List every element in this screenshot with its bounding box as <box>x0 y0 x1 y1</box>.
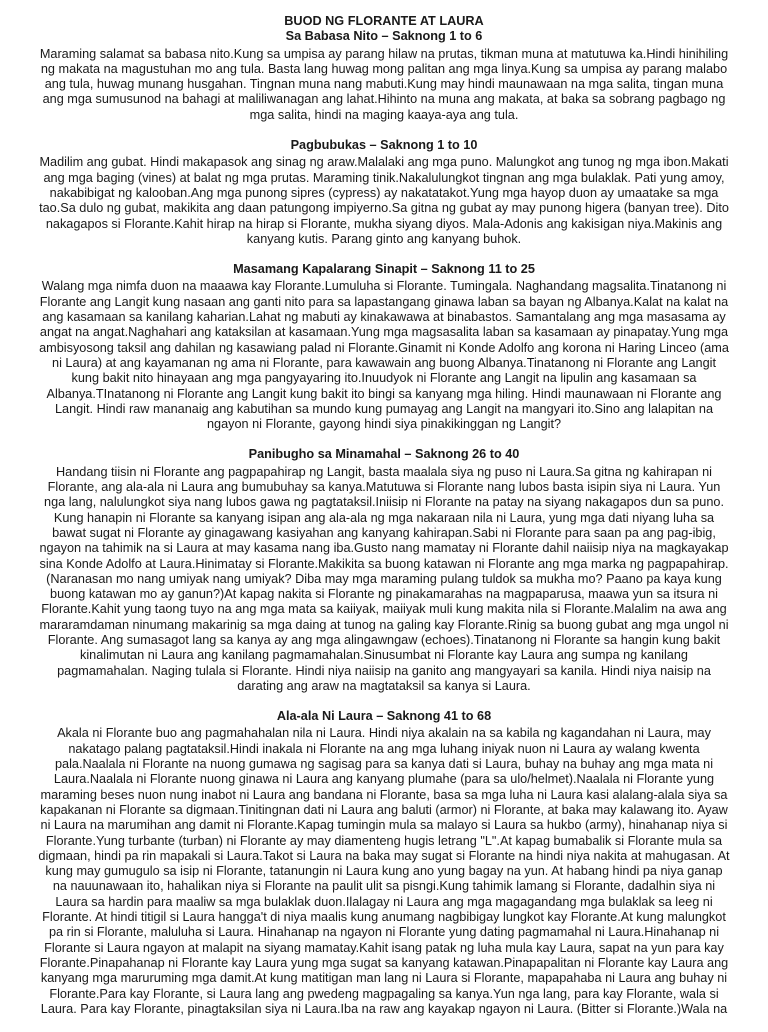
section-body: Akala ni Florante buo ang pagmahahalan nila ni Laura. Hindi niya akalain na sa kabila ng kagandahan ni Laura, may nakatago palang pagtataksil.Hindi inakala ni Florante na ang mga luhang iniyak nuon ni Laura ay walang kwenta pala.Naalala ni Florante na nuong gumawa ng sagisag para sa kanya dati si Laura, buhay na buhay ang mga mata ni Laura.Naalala ni Florante nuong ginawa ni Laura ang kanyang plumahe (para sa ulo/helmet).Naalala ni Florante yung maraming beses nuon nung inabot ni Laura ang bandana ni Florante, basa sa mga luha ni Laura kasi alalang-alala siya sa kapakanan ni Florante sa digmaan.Tinitingnan dati ni Laura ang baluti (armor) ni Florante, at baka may kalawang ito. Ayaw ni Laura na marumihan ang damit ni Florante.Kapag tumingin mula sa malayo si Laura sa hukbo (army), hinahanap niya si Florante.Yung turbante (turban) ni Florante ay may diamenteng hugis letrang "L".At kapag bumabalik si Florante mula sa digmaan, hindi pa rin mapakali si Laura.Takot si Laura na baka may sugat si Florante na hindi niya nakita at mahugasan. At kung may gumugulo sa isip ni Florante, tatanungin ni Laura kung ano yung bagay na yun. At habang hindi pa niya ganap na nauunawaan ito, hahalikan niya si Florante na paulit ulit sa pisngi.Kung tahimik lamang si Florante, dadalhin siya ni Laura sa hardin para maaliw sa mga bulaklak duon.Ilalagay ni Laura ang mga magagandang mga bulaklak sa leeg ni Florante. At hindi titigil si Laura hangga't di niya maalis kung anumang nagbibigay lungkot kay Florante.At kung malungkot pa rin si Florante, maluluha si Laura. Hinahanap na ngayon ni Florante yung dating pagmamahal ni Laura.Hinahanap ni Florante si Laura ngayon at malapit na siyang mamatay.Kahit isang patak ng luha mula kay Laura, sapat na yun para kay Florante.Pinapahanap ni Florante kay Laura yung mga sugat sa kanyang katawan.Pinapapalitan ni Florante kay Laura ang kanyang mga maruruming mga damit.At kung matitigan man lang ni Laura si Florante, mapapahaba ni Laura ang buhay ni Florante.Para kay Florante, si Laura lang ang pwedeng magpagaling sa kanya.Yun nga lang, para kay Florante, wala si Laura. Para kay Florante, pinagtaksilan siya ni Laura.Iba na raw ang kayakap ngayon ni Laura. (Bitter si Florante.)Wala na <box>38 726 730 1016</box>
section-body: Madilim ang gubat. Hindi makapasok ang sinag ng araw.Malalaki ang mga puno. Malungkot ang tunog ng mga ibon.Makati ang mga baging (vines) at balat ng mga prutas. Maraming tinik.Nakalulungkot tingnan ang mga bulaklak. Pati yung amoy, nakabibigat ng kalooban.Ang mga punong sipres (cypress) ay nakatatakot.Yung mga hayop duon ay umaatake sa mga tao.Sa dulo ng gubat, makikita ang daan patungong impiyerno.Sa gitna ng gubat ay may punong higera (banyan tree). Dito nakagapos si Florante.Kahit hirap na hirap si Florante, mukha siyang diyos. Mala-Adonis ang kakisigan niya.Makinis ang kanyang kutis. Parang ginto ang kanyang buhok. <box>39 155 729 246</box>
section-heading: Ala-ala Ni Laura – Saknong 41 to 68 <box>276 709 492 724</box>
section-ala-ala-ni-laura <box>38 709 730 1017</box>
section-heading: Pagbubukas – Saknong 1 to 10 <box>290 138 478 153</box>
section-body: Walang mga nimfa duon na maaawa kay Florante.Lumuluha si Florante. Tumingala. Naghandang magsalita.Tinatanong ni Florante ang Langit kung nasaan ang ganti nito para sa lapastangang ginawa laban sa bayan ng Albanya.Kalat na kalat na ang kasamaan sa kanilang kaharian.Lahat ng mabuti ay kinakawawa at binabastos. Samantalang ang mga masasama ay angat na angat.Naghahari ang kataksilan at kasamaan.Yung mga magsasalita laban sa kasamaan ay pinapatay.Yung mga ambisyosong taksil ang dahilan ng kasawiang palad ni Florante.Ginamit ni Konde Adolfo ang korona ni Haring Linceo (ama ni Laura) at ang kayamanan ng ama ni Florante, para kawawain ang buong Albanya.Tinatanong ni Florante ang Langit kung bakit nito hinayaan ang mga pangyayaring ito.Inuudyok ni Florante ang Langit na lipulin ang kasamaan sa Albanya.TInatanong ni Florante ang Langit kung bakit ito bingi sa kanyang mga hiling. Hindi maunawaan ni Florante ang Langit. Hindi raw mananaig ang kabutihan sa mundo kung pumayag ang Langit na mangyari ito.Sino ang lalapitan na ngayon ni Florante, gayong hindi siya pinakikinggan ng Langit? <box>39 279 729 432</box>
section-sa-babasa-nito <box>38 29 730 123</box>
document-title: BUOD NG FLORANTE AT LAURA <box>284 14 484 28</box>
section-heading: Panibugho sa Minamahal – Saknong 26 to 40 <box>248 447 520 462</box>
section-panibugho <box>38 447 730 694</box>
section-heading: Sa Babasa Nito – Saknong 1 to 6 <box>285 29 483 44</box>
section-pagbubukas <box>38 138 730 247</box>
document-page <box>38 14 730 1032</box>
section-heading: Masamang Kapalarang Sinapit – Saknong 11 to 25 <box>233 262 535 277</box>
section-body: Handang tiisin ni Florante ang pagpapahirap ng Langit, basta maalala siya ng puso ni Laura.Sa gitna ng kahirapan ni Florante, ang ala-ala ni Laura ang bumubuhay sa kanya.Matutuwa si Florante nang lubos basta isipin siya ni Laura. Yun nga lang, nalulungkot siya nang lubos gawa ng pagtataksil.Iniisip ni Florante na patay na siyang nakagapos dun sa puno. Kung hanapin ni Florante sa kanyang isipan ang ala-ala ng mga nakaraan nila ni Laura, yung mga dati niyang luha sa bawat sugat ni Florante ay ginagawang kasiyahan ang kanyang kahirapan.Sabi ni Florante para saan pa ang pag-ibig, ngayon na tahimik na si Laura at may kasama nang iba.Gusto nang mamatay ni Florante dahil naiisip niya na magkayakap sina Konde Adolfo at Laura.Hinimatay si Florante.Makikita sa buong katawan ni Florante ang mga marka ng pagpapahirap.(Naranasan mo nang umiyak nang umiyak? Diba may mga maraming pulang tuldok sa mukha mo? Paano pa kaya kung buong katawan mo ay ganun?)At kapag nakita si Florante ng pinakamarahas na magpaparusa, maawa yun sa itsura ni Florante.Kahit yung taong tuyo na ang mga mata sa kaiiyak, maiiyak muli kung makita nila si Florante.Malalim na awa ang mararamdaman ninumang makarinig sa mga daing at tunog na galing kay Florante.Rinig sa buong gubat ang mga ungol ni Florante. Ang sumasagot lang sa kanya ay ang mga alingawngaw (echoes).Tinatanong ni Florante sa hangin kung bakit kinalimutan ni Laura ang kanilang pagmamahalan.Sinusumbat ni Florante kay Laura ang sumpa ng kanilang pagmamahalan. Naging tulala si Florante. Hindi niya naiisip na ganito ang mangyayari sa kanila. Hindi niya naisip na darating ang araw na magtataksil sa kanya si Laura. <box>39 464 729 693</box>
section-masamang-kapalaran <box>38 262 730 432</box>
section-body: Maraming salamat sa babasa nito.Kung sa umpisa ay parang hilaw na prutas, tikman muna at matutuwa ka.Hindi hinihiling ng makata na magustuhan mo ang tula. Basta lang huwag mong palitan ang mga linya.Kung sa umpisa ay parang malabo ang tula, huwag munang husgahan. Tingnan muna nang mabuti.Kung may hindi maunawaan na mga salita, tingan muna ang mga sumusunod na bahagi at maliliwanagan ang lahat.Hihinto na muna ang makata, at baka sa sobrang pagbago ng mga salita, hindi na maging kaaya-aya ang tula. <box>39 46 729 122</box>
